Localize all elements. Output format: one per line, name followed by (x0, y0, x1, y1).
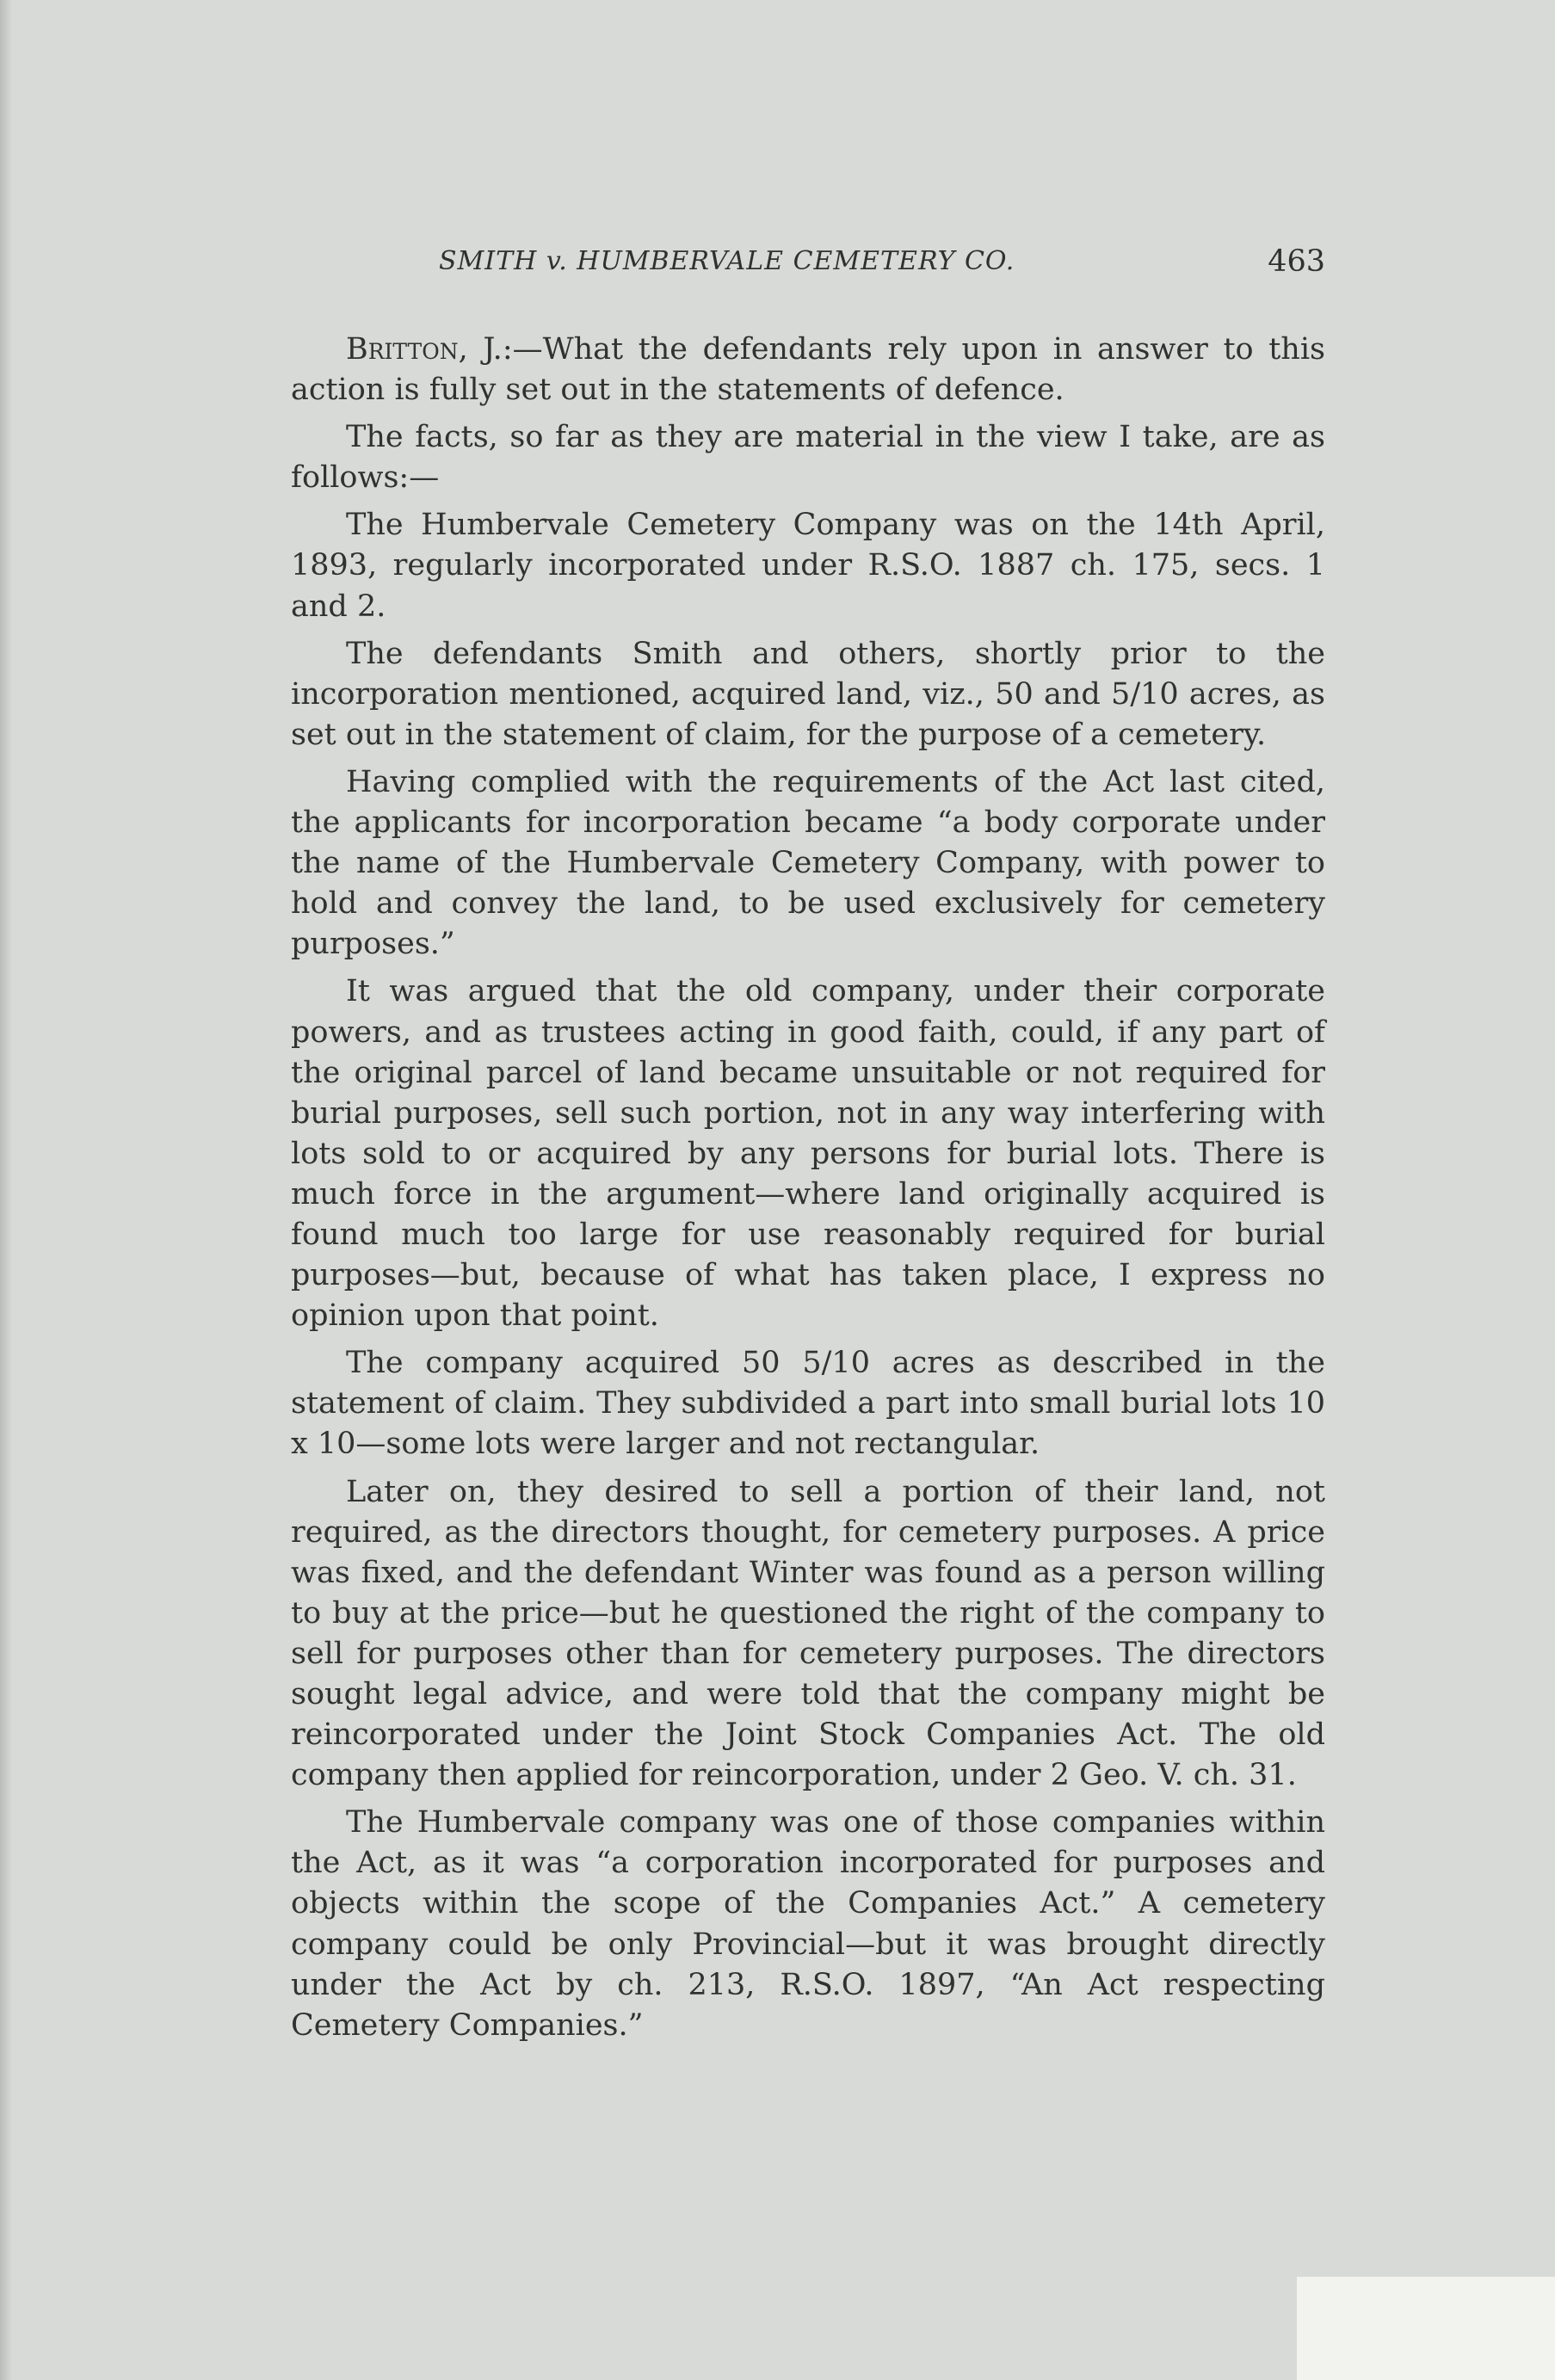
body-text (291, 330, 1325, 2053)
judge-name: Britton, J. (346, 332, 503, 367)
paragraph-3: The Humbervale Cemetery Company was on the 14th April, 1893, regularly incorporated under R.S.O. 1887 ch. 175, secs. 1 and 2. (291, 508, 1325, 624)
paragraph-4: The defendants Smith and others, shortly prior to the incorporation mentioned, acquired land, viz., 50 and 5/10 acres, as set out in the statement of claim, for the purpose of a cemetery. (291, 636, 1325, 752)
paragraph-6: It was argued that the old company, under their corporate powers, and as trustees acting in good faith, could, if any part of the original parcel of land became unsuitable or not required for burial purposes, sell such portion, not in any way interfering with lots sold to or acquired by any persons for burial lots. There is much force in the argument—where land originally acquired is found much too large for use reasonably required for burial purposes—but, because of what has taken place, I express no opinion upon that point. (291, 974, 1325, 1334)
page-header (293, 246, 1325, 298)
paper-corner-tab (1297, 2277, 1555, 2380)
paragraph-8: Later on, they desired to sell a portion of their land, not required, as the directors thought, for cemetery purposes. A price was fixed, and the defendant Winter was found as a person willing to buy at the price—but he questioned the right of the company to sell for purposes other than for cemetery purposes. The directors sought legal advice, and were told that the company might be reincorporated under the Joint Stock Companies Act. The old company then applied for reincorporation, under 2 Geo. V. ch. 31. (291, 1474, 1325, 1793)
paragraph-1 (291, 330, 1325, 410)
intro-separator: :— (502, 332, 543, 367)
page-left-edge (0, 0, 12, 2380)
running-head: SMITH v. HUMBERVALE CEMETERY CO. (439, 246, 1015, 276)
paragraph-9: The Humbervale company was one of those companies within the Act, as it was “a corporation incorporated for purposes and objects within the scope of the Companies Act.” A cemetery company could be only Provincial—but it was brought directly under the Act by ch. 213, R.S.O. 1897, “An Act respecting Cemetery Companies.” (291, 1805, 1325, 2043)
page-number: 463 (1268, 244, 1325, 279)
paragraph-7: The company acquired 50 5/10 acres as described in the statement of claim. They subdivided a part into small burial lots 10 x 10—some lots were larger and not rectangular. (291, 1346, 1325, 1462)
paragraph-5: Having complied with the requirements of the Act last cited, the applicants for incorporation became “a body corporate under the name of the Humbervale Cemetery Company, with power to hold and convey the land, to be used exclusively for cemetery purposes.” (291, 764, 1325, 962)
paragraph-2: The facts, so far as they are material in the view I take, are as follows:— (291, 420, 1325, 496)
paragraph-1-text: What the defendants rely upon in answer to this action is fully set out in the statements of defence. (291, 332, 1326, 408)
